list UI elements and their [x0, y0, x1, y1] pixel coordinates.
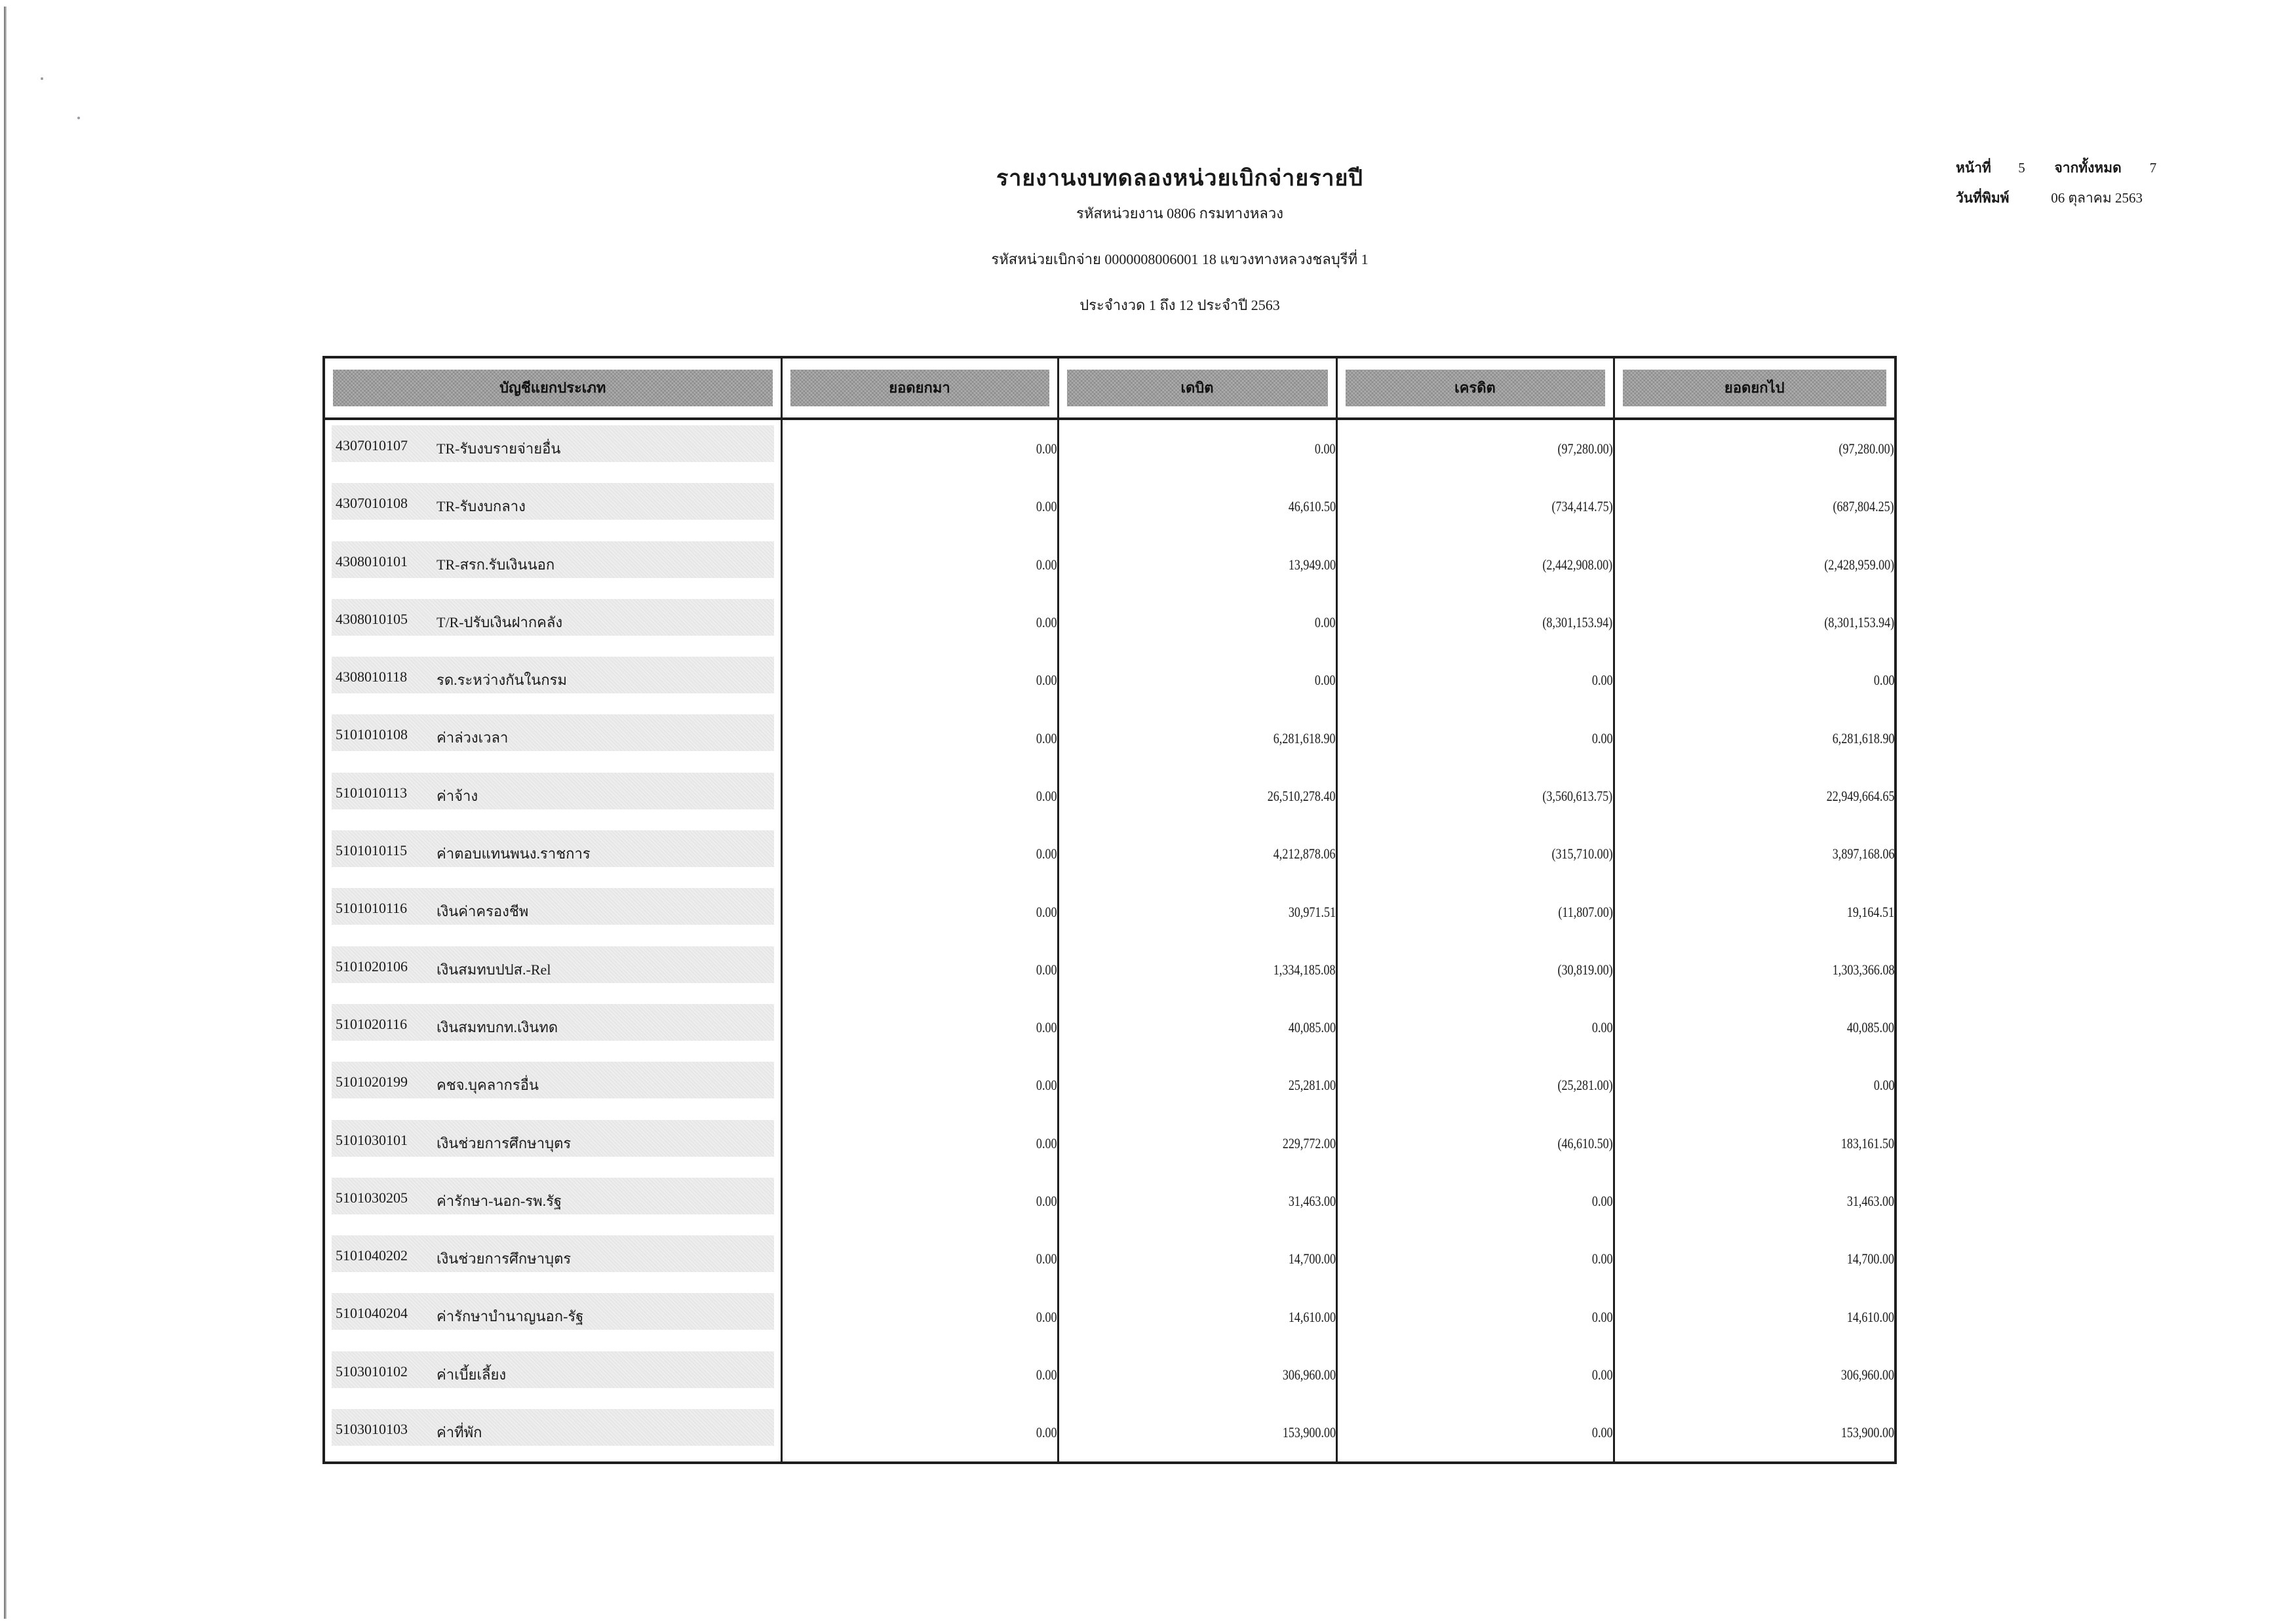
debit-value: 1,334,185.08 — [1273, 961, 1336, 978]
account-cell — [324, 1404, 781, 1463]
brought-forward-cell — [781, 419, 1058, 478]
account-name: ค่าตอบแทนพนง.ราชการ — [437, 845, 591, 862]
period-line: ประจำงวด 1 ถึง 12 ประจำปี 2563 — [1079, 297, 1280, 313]
header-carried-forward: ยอดยกไป — [1614, 357, 1895, 419]
account-code: 4307010108 — [336, 495, 408, 512]
credit-value: (97,280.00) — [1557, 440, 1613, 457]
brought-forward-cell — [781, 767, 1058, 825]
carried-forward-cell — [1614, 1288, 1895, 1345]
credit-value: 0.00 — [1591, 1424, 1613, 1441]
debit-cell — [1058, 1346, 1336, 1404]
table-row — [324, 825, 1895, 883]
carried-forward-cell — [1614, 1346, 1895, 1404]
carried-forward-cell — [1614, 709, 1895, 767]
debit-value: 25,281.00 — [1288, 1077, 1336, 1094]
carried-forward-value: (8,301,153.94) — [1824, 614, 1894, 631]
scan-speck — [41, 77, 43, 80]
account-name: T/R-ปรับเงินฝากคลัง — [437, 613, 563, 630]
account-name: เงินค่าครองชีพ — [437, 903, 529, 920]
credit-value: 0.00 — [1591, 729, 1613, 746]
account-code: 4308010101 — [336, 552, 408, 570]
brought-forward-value: 0.00 — [1036, 787, 1057, 804]
credit-cell — [1336, 1288, 1614, 1345]
table-row — [324, 594, 1895, 651]
brought-forward-cell — [781, 594, 1058, 651]
carried-forward-value: 14,610.00 — [1846, 1308, 1894, 1325]
account-code: 5101010116 — [336, 900, 408, 917]
print-date-label: วันที่พิมพ์ — [1956, 190, 2010, 206]
debit-cell — [1058, 825, 1336, 883]
account-name: ค่าล่วงเวลา — [437, 729, 509, 746]
carried-forward-cell — [1614, 1404, 1895, 1463]
carried-forward-value: 3,897,168.06 — [1832, 845, 1894, 862]
debit-value: 14,610.00 — [1288, 1308, 1336, 1325]
carried-forward-cell — [1614, 478, 1895, 535]
table-row — [324, 1056, 1895, 1114]
brought-forward-value: 0.00 — [1036, 1019, 1057, 1036]
table-row — [324, 1115, 1895, 1172]
brought-forward-cell — [781, 1230, 1058, 1288]
debit-value: 31,463.00 — [1288, 1193, 1336, 1209]
brought-forward-cell — [781, 1346, 1058, 1404]
credit-cell — [1336, 1172, 1614, 1230]
carried-forward-cell — [1614, 767, 1895, 825]
credit-value: (3,560,613.75) — [1542, 787, 1613, 804]
carried-forward-cell — [1614, 825, 1895, 883]
carried-forward-cell — [1614, 883, 1895, 940]
carried-forward-value: (687,804.25) — [1833, 498, 1894, 515]
credit-value: 0.00 — [1591, 1250, 1613, 1267]
carried-forward-cell — [1614, 536, 1895, 594]
carried-forward-value: 0.00 — [1873, 1077, 1894, 1094]
debit-value: 14,700.00 — [1288, 1250, 1336, 1267]
credit-cell — [1336, 1230, 1614, 1288]
table-row — [324, 941, 1895, 999]
account-cell — [324, 1230, 781, 1288]
credit-value: 0.00 — [1591, 1193, 1613, 1209]
brought-forward-value: 0.00 — [1036, 440, 1057, 457]
account-cell — [324, 478, 781, 535]
account-name: เงินสมทบกท.เงินทด — [437, 1018, 558, 1035]
carried-forward-value: 19,164.51 — [1846, 903, 1894, 920]
carried-forward-value: 14,700.00 — [1846, 1250, 1894, 1267]
debit-value: 306,960.00 — [1282, 1366, 1336, 1383]
debit-value: 6,281,618.90 — [1273, 729, 1336, 746]
account-cell — [324, 767, 781, 825]
table-row — [324, 419, 1895, 478]
table-row — [324, 999, 1895, 1056]
brought-forward-cell — [781, 825, 1058, 883]
debit-cell — [1058, 1172, 1336, 1230]
debit-cell — [1058, 941, 1336, 999]
account-cell — [324, 1346, 781, 1404]
account-name: TR-สรก.รับเงินนอก — [437, 556, 555, 573]
account-cell — [324, 999, 781, 1056]
credit-cell — [1336, 825, 1614, 883]
account-code: 4308010118 — [336, 668, 408, 686]
carried-forward-value: (97,280.00) — [1838, 440, 1894, 457]
brought-forward-cell — [781, 709, 1058, 767]
brought-forward-value: 0.00 — [1036, 1366, 1057, 1383]
brought-forward-cell — [781, 536, 1058, 594]
brought-forward-cell — [781, 999, 1058, 1056]
account-cell — [324, 651, 781, 709]
carried-forward-value: 22,949,664.65 — [1826, 787, 1894, 804]
credit-value: (8,301,153.94) — [1542, 614, 1613, 631]
total-label: จากทั้งหมด — [2054, 160, 2122, 176]
credit-value: (30,819.00) — [1557, 961, 1613, 978]
debit-value: 26,510,278.40 — [1267, 787, 1336, 804]
carried-forward-cell — [1614, 594, 1895, 651]
carried-forward-cell — [1614, 999, 1895, 1056]
credit-value: (2,442,908.00) — [1542, 556, 1613, 573]
debit-value: 153,900.00 — [1282, 1424, 1336, 1441]
credit-value: (46,610.50) — [1557, 1134, 1613, 1151]
debit-value: 46,610.50 — [1288, 498, 1336, 515]
carried-forward-value: 1,303,366.08 — [1832, 961, 1894, 978]
carried-forward-value: (2,428,959.00) — [1824, 556, 1894, 573]
brought-forward-value: 0.00 — [1036, 498, 1057, 515]
table-row — [324, 1172, 1895, 1230]
brought-forward-value: 0.00 — [1036, 1077, 1057, 1094]
total-pages: 7 — [2149, 160, 2157, 176]
account-code: 5101020116 — [336, 1015, 408, 1032]
brought-forward-value: 0.00 — [1036, 903, 1057, 920]
credit-cell — [1336, 651, 1614, 709]
credit-cell — [1336, 941, 1614, 999]
credit-cell — [1336, 709, 1614, 767]
credit-value: 0.00 — [1591, 1366, 1613, 1383]
credit-cell — [1336, 999, 1614, 1056]
credit-value: 0.00 — [1591, 1308, 1613, 1325]
account-code: 5101020199 — [336, 1073, 408, 1091]
table-row — [324, 709, 1895, 767]
account-cell — [324, 1172, 781, 1230]
carried-forward-cell — [1614, 1230, 1895, 1288]
debit-cell — [1058, 419, 1336, 478]
debit-value: 0.00 — [1314, 672, 1336, 689]
debit-cell — [1058, 651, 1336, 709]
debit-cell — [1058, 594, 1336, 651]
agency-line: รหัสหน่วยงาน 0806 กรมทางหลวง — [1076, 205, 1283, 222]
brought-forward-value: 0.00 — [1036, 1250, 1057, 1267]
account-code: 5101030101 — [336, 1131, 408, 1148]
credit-cell — [1336, 1346, 1614, 1404]
debit-value: 13,949.00 — [1288, 556, 1336, 573]
scan-speck — [77, 117, 80, 119]
credit-cell — [1336, 478, 1614, 535]
account-cell — [324, 883, 781, 940]
print-date-value: 06 ตุลาคม 2563 — [2051, 190, 2143, 206]
debit-cell — [1058, 1288, 1336, 1345]
table-row — [324, 1346, 1895, 1404]
credit-value: 0.00 — [1591, 672, 1613, 689]
account-cell — [324, 825, 781, 883]
debit-cell — [1058, 478, 1336, 535]
brought-forward-cell — [781, 478, 1058, 535]
debit-cell — [1058, 1115, 1336, 1172]
page-label: หน้าที่ — [1956, 160, 1991, 176]
debit-cell — [1058, 767, 1336, 825]
brought-forward-value: 0.00 — [1036, 1308, 1057, 1325]
brought-forward-cell — [781, 1288, 1058, 1345]
credit-cell — [1336, 594, 1614, 651]
table-row — [324, 651, 1895, 709]
account-code: 5101040202 — [336, 1247, 408, 1264]
account-name: คชจ.บุคลากรอื่น — [437, 1077, 539, 1094]
account-name: TR-รับงบรายจ่ายอื่น — [437, 440, 561, 457]
brought-forward-value: 0.00 — [1036, 1193, 1057, 1209]
account-name: เงินช่วยการศึกษาบุตร — [437, 1250, 572, 1267]
account-cell — [324, 1115, 781, 1172]
credit-cell — [1336, 536, 1614, 594]
carried-forward-cell — [1614, 941, 1895, 999]
carried-forward-cell — [1614, 1115, 1895, 1172]
credit-cell — [1336, 1115, 1614, 1172]
credit-cell — [1336, 419, 1614, 478]
account-code: 5101030205 — [336, 1189, 408, 1206]
page-indicator — [1956, 157, 2156, 179]
account-name: ค่าจ้าง — [437, 787, 478, 804]
debit-value: 0.00 — [1314, 440, 1336, 457]
credit-value: (11,807.00) — [1557, 903, 1613, 920]
credit-cell — [1336, 883, 1614, 940]
brought-forward-value: 0.00 — [1036, 1134, 1057, 1151]
brought-forward-cell — [781, 1404, 1058, 1463]
trial-balance-table — [322, 356, 1897, 1464]
table-row — [324, 767, 1895, 825]
account-name: รด.ระหว่างกันในกรม — [437, 672, 567, 689]
account-code: 5101010108 — [336, 726, 408, 743]
brought-forward-value: 0.00 — [1036, 961, 1057, 978]
account-name: ค่ารักษาบำนาญนอก-รัฐ — [437, 1308, 584, 1325]
account-code: 5101020106 — [336, 957, 408, 975]
carried-forward-cell — [1614, 1172, 1895, 1230]
account-code: 4308010105 — [336, 610, 408, 627]
table-row — [324, 1288, 1895, 1345]
debit-cell — [1058, 709, 1336, 767]
brought-forward-value: 0.00 — [1036, 729, 1057, 746]
credit-cell — [1336, 1404, 1614, 1463]
carried-forward-value: 40,085.00 — [1846, 1019, 1894, 1036]
brought-forward-cell — [781, 651, 1058, 709]
account-cell — [324, 941, 781, 999]
account-code: 5103010103 — [336, 1421, 408, 1438]
account-code: 5101040204 — [336, 1305, 408, 1322]
header-debit: เดบิต — [1058, 357, 1336, 419]
account-cell — [324, 1056, 781, 1114]
header-credit: เครดิต — [1336, 357, 1614, 419]
debit-value: 30,971.51 — [1288, 903, 1336, 920]
page-number: 5 — [2018, 160, 2025, 176]
print-date — [1956, 187, 2143, 209]
credit-value: (734,414.75) — [1551, 498, 1613, 515]
brought-forward-cell — [781, 883, 1058, 940]
account-cell — [324, 594, 781, 651]
debit-cell — [1058, 536, 1336, 594]
credit-cell — [1336, 1056, 1614, 1114]
debit-value: 229,772.00 — [1282, 1134, 1336, 1151]
account-name: เงินช่วยการศึกษาบุตร — [437, 1134, 572, 1151]
brought-forward-cell — [781, 1056, 1058, 1114]
table-row — [324, 883, 1895, 940]
account-code: 5101010115 — [336, 842, 408, 859]
account-cell — [324, 419, 781, 478]
header-account: บัญชีแยกประเภท — [324, 357, 781, 419]
account-name: เงินสมทบปปส.-Rel — [437, 961, 551, 978]
brought-forward-cell — [781, 1115, 1058, 1172]
debit-value: 40,085.00 — [1288, 1019, 1336, 1036]
table-row — [324, 1404, 1895, 1463]
brought-forward-cell — [781, 1172, 1058, 1230]
carried-forward-cell — [1614, 651, 1895, 709]
account-cell — [324, 536, 781, 594]
debit-cell — [1058, 1404, 1336, 1463]
carried-forward-value: 153,900.00 — [1840, 1424, 1894, 1441]
debit-cell — [1058, 999, 1336, 1056]
table-row — [324, 478, 1895, 535]
disbursing-unit-line: รหัสหน่วยเบิกจ่าย 0000008006001 18 แขวงทางหลวงชลบุรีที่ 1 — [991, 251, 1369, 267]
debit-cell — [1058, 1056, 1336, 1114]
account-name: TR-รับงบกลาง — [437, 498, 526, 515]
credit-value: (315,710.00) — [1551, 845, 1613, 862]
debit-cell — [1058, 883, 1336, 940]
brought-forward-value: 0.00 — [1036, 845, 1057, 862]
report-title: รายงานงบทดลองหน่วยเบิกจ่ายรายปี — [996, 166, 1363, 191]
header-brought-forward: ยอดยกมา — [781, 357, 1058, 419]
account-code: 5101010113 — [336, 784, 408, 801]
account-cell — [324, 709, 781, 767]
account-code: 4307010107 — [336, 437, 408, 454]
account-name: ค่าที่พัก — [437, 1424, 482, 1441]
brought-forward-value: 0.00 — [1036, 556, 1057, 573]
brought-forward-value: 0.00 — [1036, 1424, 1057, 1441]
brought-forward-value: 0.00 — [1036, 614, 1057, 631]
account-name: ค่ารักษา-นอก-รพ.รัฐ — [437, 1192, 562, 1209]
carried-forward-cell — [1614, 1056, 1895, 1114]
carried-forward-value: 306,960.00 — [1840, 1366, 1894, 1383]
account-cell — [324, 1288, 781, 1345]
carried-forward-value: 31,463.00 — [1846, 1193, 1894, 1209]
carried-forward-value: 183,161.50 — [1840, 1134, 1894, 1151]
table-header-row — [324, 357, 1895, 419]
debit-value: 0.00 — [1314, 614, 1336, 631]
credit-cell — [1336, 767, 1614, 825]
credit-value: (25,281.00) — [1557, 1077, 1613, 1094]
account-name: ค่าเบี้ยเลี้ยง — [437, 1366, 507, 1383]
carried-forward-value: 0.00 — [1873, 672, 1894, 689]
table-row — [324, 536, 1895, 594]
credit-value: 0.00 — [1591, 1019, 1613, 1036]
brought-forward-cell — [781, 941, 1058, 999]
debit-value: 4,212,878.06 — [1273, 845, 1336, 862]
table-row — [324, 1230, 1895, 1288]
debit-cell — [1058, 1230, 1336, 1288]
carried-forward-value: 6,281,618.90 — [1832, 729, 1894, 746]
brought-forward-value: 0.00 — [1036, 672, 1057, 689]
carried-forward-cell — [1614, 419, 1895, 478]
account-code: 5103010102 — [336, 1363, 408, 1380]
